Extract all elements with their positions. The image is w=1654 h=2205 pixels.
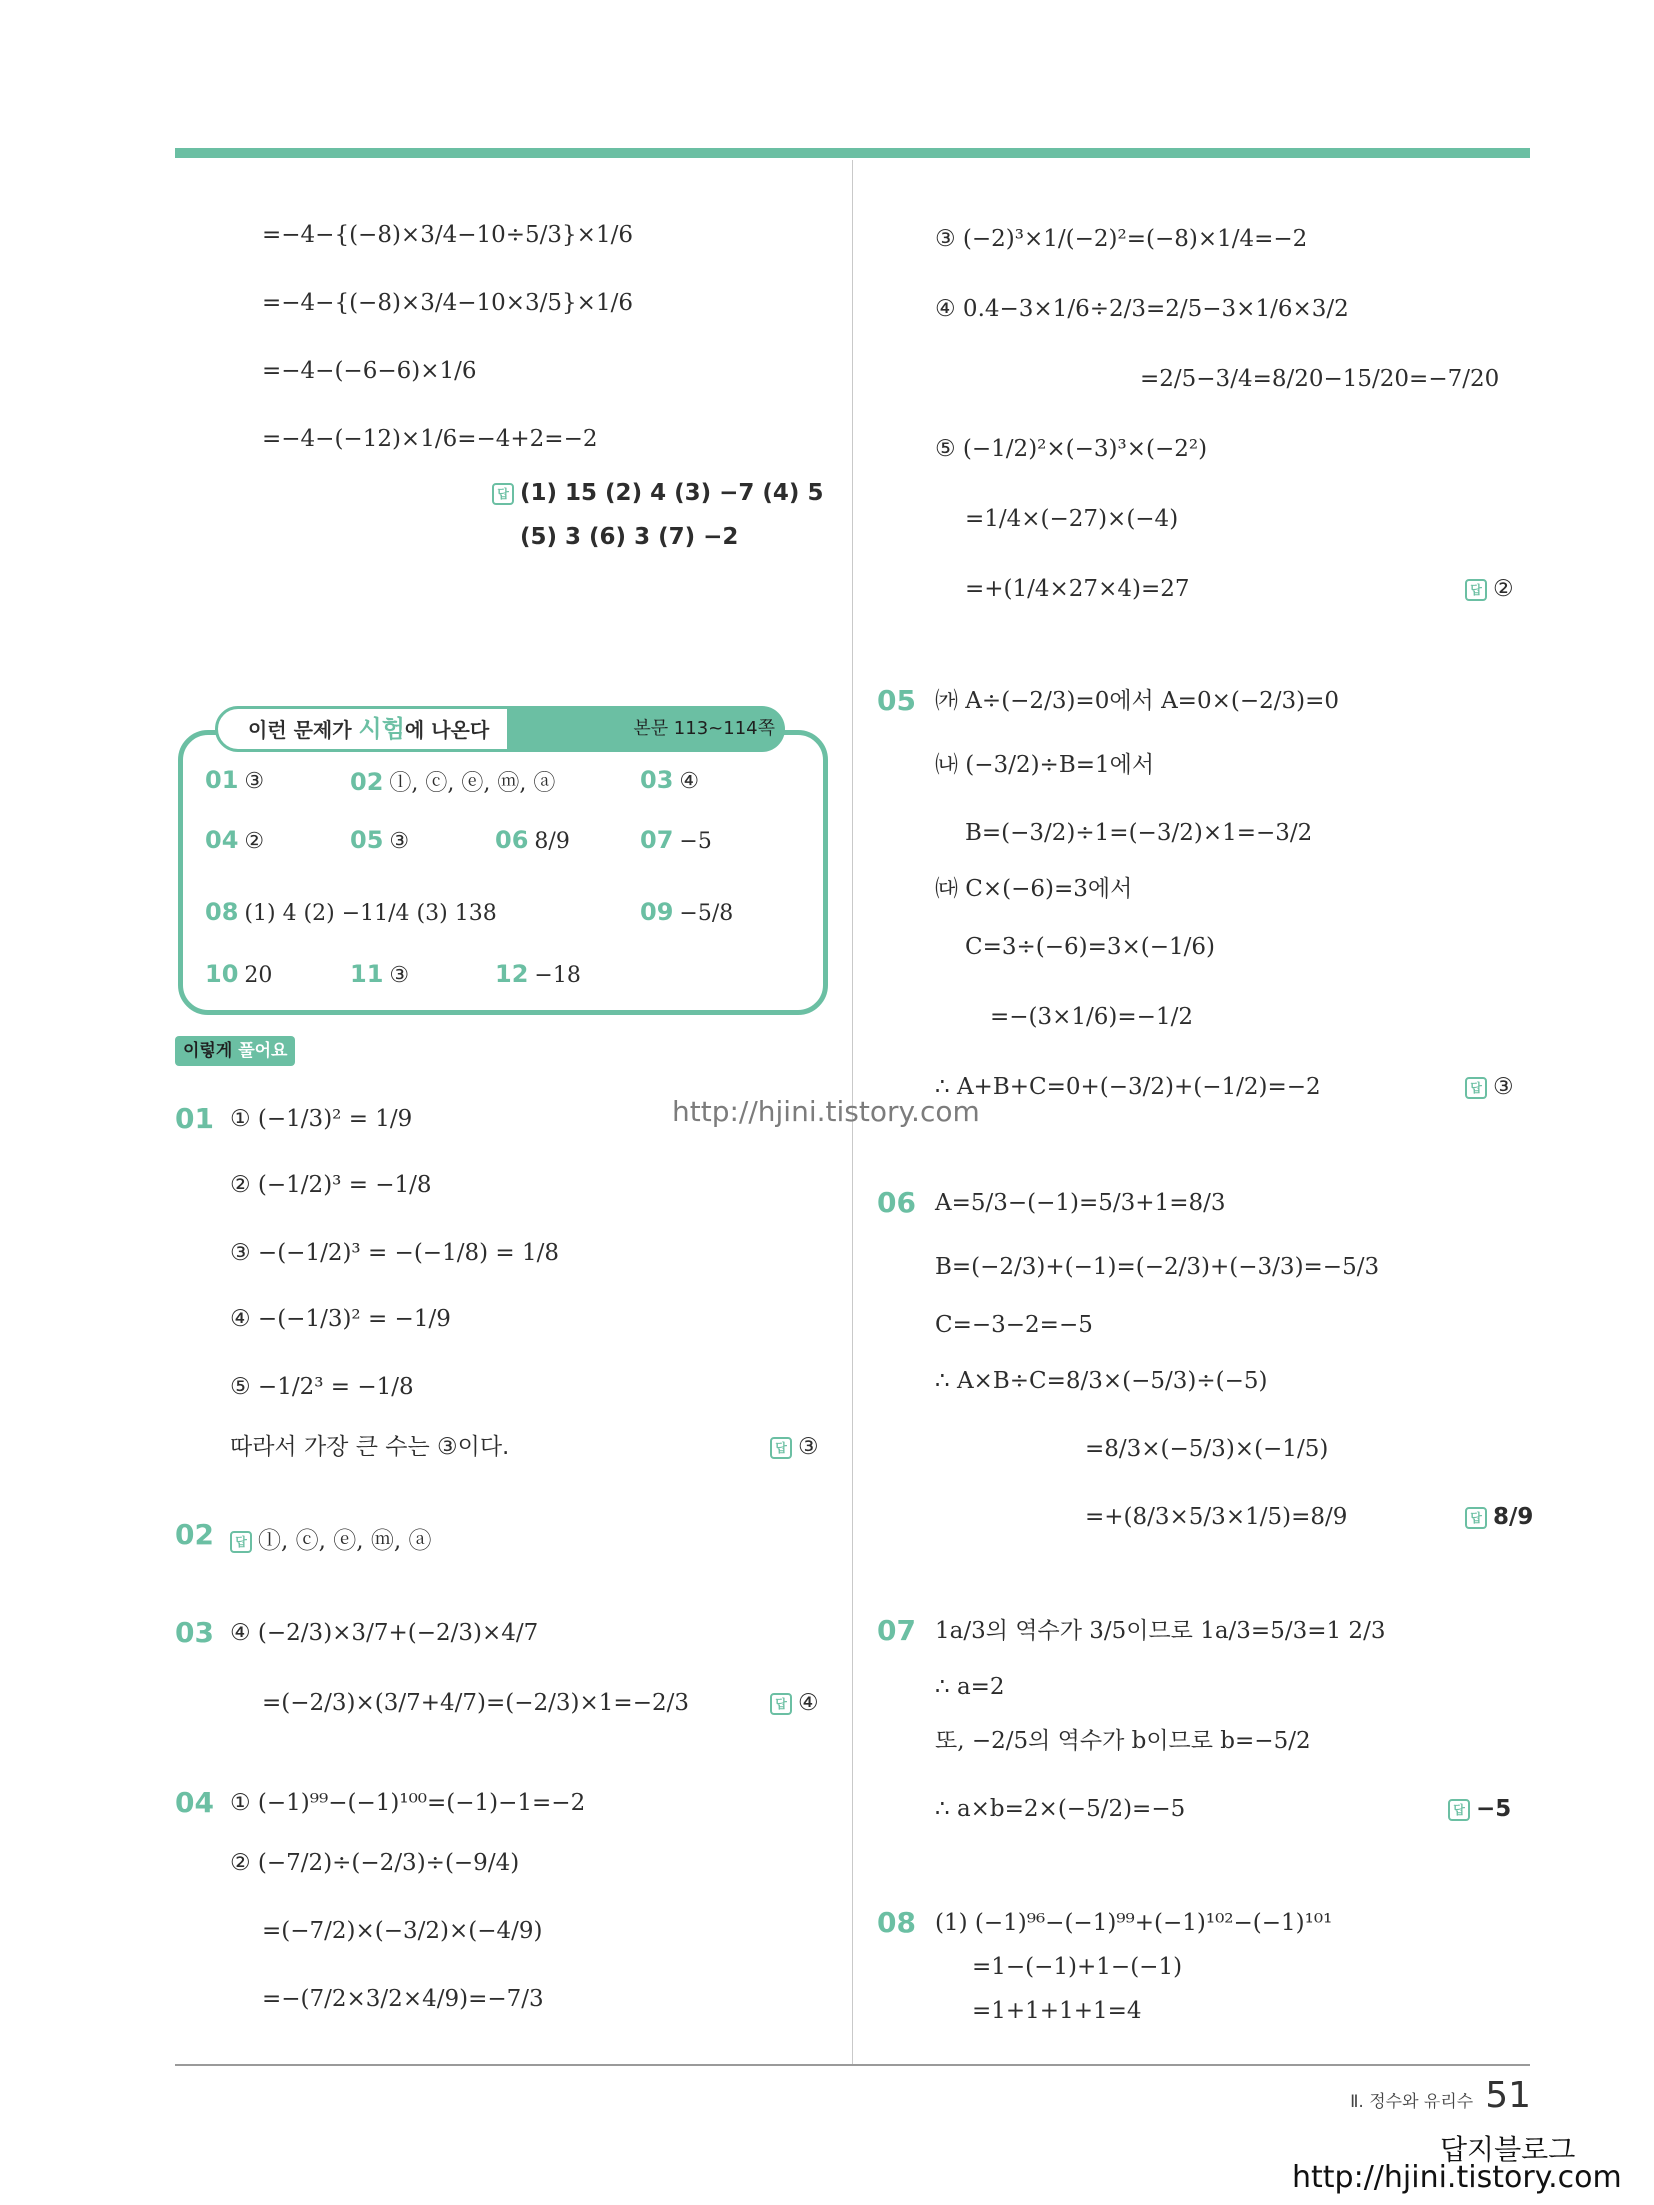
stamp-url: http://hjini.tistory.com xyxy=(1292,2160,1622,2195)
box-item: 03 ④ xyxy=(640,766,700,794)
q04-line: ② (−7/2)÷(−2/3)÷(−9/4) xyxy=(230,1850,520,1876)
watermark-text: http://hjini.tistory.com xyxy=(672,1095,980,1128)
question-number: 02 xyxy=(175,1518,214,1551)
answer-icon: 답 xyxy=(230,1531,252,1553)
q04-cont-line: =+(1/4×27×4)=27 xyxy=(965,576,1190,602)
answer-icon: 답 xyxy=(1465,579,1487,601)
stamp-title: 답지블로그 xyxy=(1440,2133,1576,2166)
answer-icon: 답 xyxy=(770,1693,792,1715)
left-top-line-2: =−4−{(−8)×3/4−10×3/5}×1/6 xyxy=(262,290,633,316)
q06-line: ∴ A×B÷C=8/3×(−5/3)÷(−5) xyxy=(935,1368,1268,1394)
page-footer xyxy=(1350,2075,1531,2116)
box-item: 07 −5 xyxy=(640,826,712,854)
box-item: 01 ③ xyxy=(205,766,265,794)
question-number: 03 xyxy=(175,1616,214,1649)
q06-line: =8/3×(−5/3)×(−1/5) xyxy=(1085,1436,1329,1462)
section-label: Ⅱ. 정수와 유리수 xyxy=(1350,2092,1474,2112)
question-number: 07 xyxy=(877,1614,916,1647)
answer-icon: 답 xyxy=(1448,1799,1470,1821)
answer-icon: 답 xyxy=(492,483,514,505)
box-item: 10 20 xyxy=(205,960,273,988)
q03-line: ④ (−2/3)×3/7+(−2/3)×4/7 xyxy=(230,1620,539,1646)
q05-line: ∴ A+B+C=0+(−3/2)+(−1/2)=−2 xyxy=(935,1074,1321,1100)
q06-line: A=5/3−(−1)=5/3+1=8/3 xyxy=(935,1190,1226,1216)
q03-answer: 답 ④ xyxy=(770,1690,819,1716)
q04-line: =−(7/2×3/2×4/9)=−7/3 xyxy=(262,1986,544,2012)
q01-line: ① (−1/3)² = 1/9 xyxy=(230,1106,413,1132)
q07-line: ∴ a=2 xyxy=(935,1674,1005,1700)
q01-line: ⑤ −1/2³ = −1/8 xyxy=(230,1374,414,1400)
solve-tag: 이렇게 풀어요 xyxy=(175,1036,295,1066)
q05-line: C=3÷(−6)=3×(−1/6) xyxy=(965,934,1216,960)
box-item: 05 ③ xyxy=(350,826,410,854)
box-item: 11 ③ xyxy=(350,960,410,988)
bottom-rule xyxy=(175,2064,1530,2066)
answer-icon: 답 xyxy=(1465,1077,1487,1099)
question-number: 06 xyxy=(877,1186,916,1219)
q06-line: B=(−2/3)+(−1)=(−2/3)+(−3/3)=−5/3 xyxy=(935,1254,1380,1280)
box-title: 이런 문제가 시험에 나온다 xyxy=(215,706,510,752)
q06-line: =+(8/3×5/3×1/5)=8/9 xyxy=(1085,1504,1348,1530)
left-top-line-1: =−4−{(−8)×3/4−10÷5/3}×1/6 xyxy=(262,222,633,248)
q04-line: ① (−1)⁹⁹−(−1)¹⁰⁰=(−1)−1=−2 xyxy=(230,1790,586,1816)
q05-line: B=(−3/2)÷1=(−3/2)×1=−3/2 xyxy=(965,820,1313,846)
q04-cont-line: ③ (−2)³×1/(−2)²=(−8)×1/4=−2 xyxy=(935,226,1308,252)
question-number: 04 xyxy=(175,1786,214,1819)
q06-answer: 답 8/9 xyxy=(1465,1504,1533,1530)
q01-line: ② (−1/2)³ = −1/8 xyxy=(230,1172,432,1198)
q03-line: =(−2/3)×(3/7+4/7)=(−2/3)×1=−2/3 xyxy=(262,1690,689,1716)
q04-cont-line: =2/5−3/4=8/20−15/20=−7/20 xyxy=(1140,366,1500,392)
answer-icon: 답 xyxy=(1465,1507,1487,1529)
left-top-line-4: =−4−(−12)×1/6=−4+2=−2 xyxy=(262,426,598,452)
answer-icon: 답 xyxy=(770,1437,792,1459)
q07-answer: 답 −5 xyxy=(1448,1796,1511,1822)
q08-line: =1−(−1)+1−(−1) xyxy=(972,1954,1183,1980)
box-item: 12 −18 xyxy=(495,960,581,988)
q05-line: ㈐ C×(−6)=3에서 xyxy=(935,876,1133,902)
q05-line: =−(3×1/6)=−1/2 xyxy=(990,1004,1193,1030)
q07-line: 1a/3의 역수가 3/5이므로 1a/3=5/3=1 2/3 xyxy=(935,1618,1386,1644)
q07-line: ∴ a×b=2×(−5/2)=−5 xyxy=(935,1796,1186,1822)
page-number: 51 xyxy=(1485,2075,1531,2116)
q01-line: 따라서 가장 큰 수는 ③이다. xyxy=(230,1434,510,1460)
q08-line: =1+1+1+1=4 xyxy=(972,1998,1142,2024)
q07-line: 또, −2/5의 역수가 b이므로 b=−5/2 xyxy=(935,1728,1311,1754)
q04-answer: 답 ② xyxy=(1465,576,1514,602)
top-rule xyxy=(175,148,1530,158)
left-top-answer-1: 답 (1) 15 (2) 4 (3) −7 (4) 5 xyxy=(492,480,823,506)
q01-line: ④ −(−1/3)² = −1/9 xyxy=(230,1306,451,1332)
box-item: 09 −5/8 xyxy=(640,898,734,926)
q04-cont-line: ⑤ (−1/2)²×(−3)³×(−2²) xyxy=(935,436,1208,462)
q04-cont-line: =1/4×(−27)×(−4) xyxy=(965,506,1179,532)
box-page-ref: 본문 113~114쪽 xyxy=(510,706,785,752)
box-item: 08 (1) 4 (2) −11/4 (3) 138 xyxy=(205,898,497,926)
q01-line: ③ −(−1/2)³ = −(−1/8) = 1/8 xyxy=(230,1240,559,1266)
q05-line: ㈎ A÷(−2/3)=0에서 A=0×(−2/3)=0 xyxy=(935,688,1340,714)
q05-answer: 답 ③ xyxy=(1465,1074,1514,1100)
box-item: 06 8/9 xyxy=(495,826,570,854)
left-top-answer-2: (5) 3 (6) 3 (7) −2 xyxy=(520,524,739,550)
question-number: 01 xyxy=(175,1102,214,1135)
box-item: 04 ② xyxy=(205,826,265,854)
box-item: 02 ⓛ, ⓒ, ⓔ, ⓜ, ⓐ xyxy=(350,768,556,796)
q08-line: (1) (−1)⁹⁶−(−1)⁹⁹+(−1)¹⁰²−(−1)¹⁰¹ xyxy=(935,1910,1333,1936)
left-top-line-3: =−4−(−6−6)×1/6 xyxy=(262,358,477,384)
q04-cont-line: ④ 0.4−3×1/6÷2/3=2/5−3×1/6×3/2 xyxy=(935,296,1349,322)
q05-line: ㈏ (−3/2)÷B=1에서 xyxy=(935,752,1155,778)
q04-line: =(−7/2)×(−3/2)×(−4/9) xyxy=(262,1918,543,1944)
question-number: 05 xyxy=(877,684,916,717)
q06-line: C=−3−2=−5 xyxy=(935,1312,1093,1338)
question-number: 08 xyxy=(877,1906,916,1939)
q02-answer: 답 ⓛ, ⓒ, ⓔ, ⓜ, ⓐ xyxy=(230,1522,432,1555)
q01-answer: 답 ③ xyxy=(770,1434,819,1460)
